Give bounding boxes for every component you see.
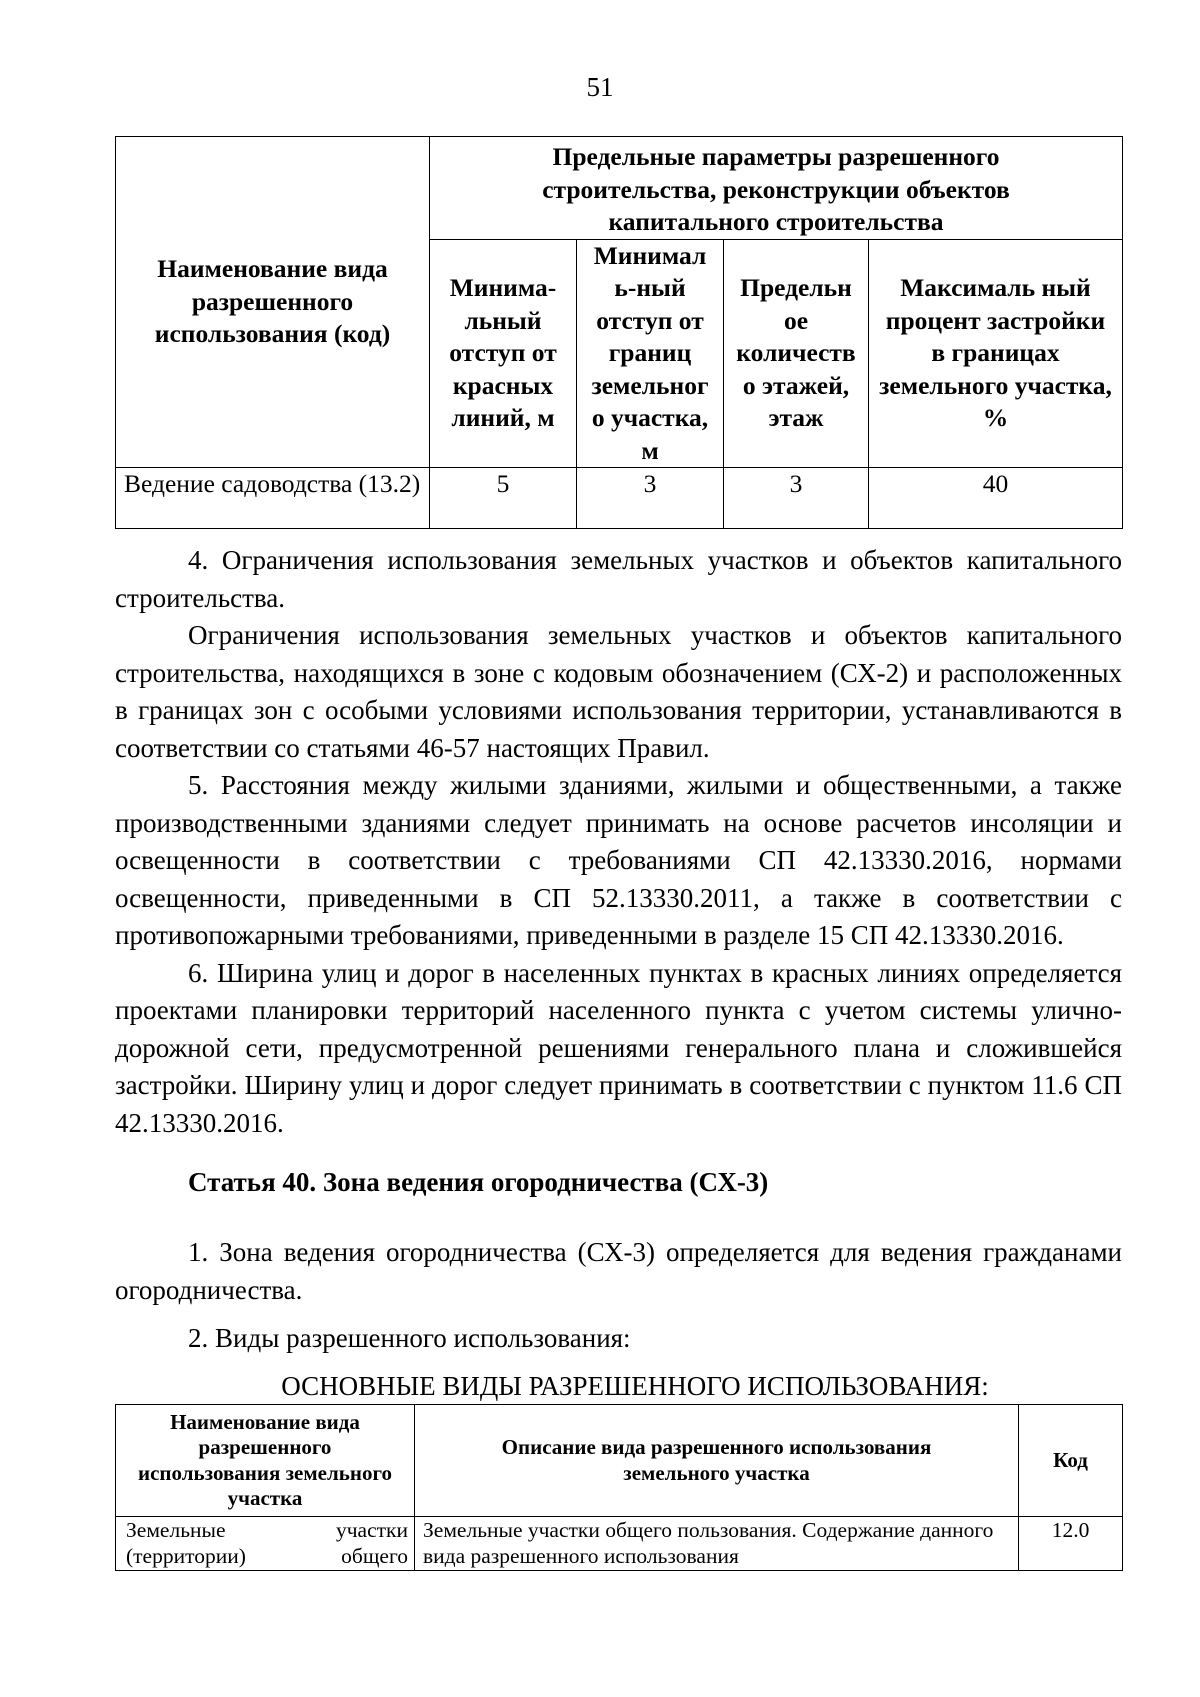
paragraph: 1. Зона ведения огородничества (СХ-3) определяется для ведения гражданами огородничества.	[115, 1237, 1122, 1305]
section-4-6-text	[115, 542, 1122, 1142]
min-setback-red-lines-value: 5	[430, 468, 577, 529]
max-floors-value: 3	[724, 468, 869, 529]
paragraph: 2. Виды разрешенного использования:	[188, 1323, 631, 1353]
paragraph: 6. Ширина улиц и дорог в населенных пунктах в красных линиях определяется проектами планировки территорий населенного пункта с учетом системы улично-дорожной сети, предусмотренной решениями генерального плана и сложившейся застройки. Ширину улиц и дорог следует принимать в соответствии с пунктом 11.6 СП 42.13330.2016.	[115, 957, 1122, 1138]
paragraph: 5. Расстояния между жилыми зданиями, жилыми и общественными, а также производственными зданиями следует принимать на основе расчетов инсоляции и освещенности в соответствии с требованиями СП 42.13330.2016, нормами освещенности, приведенными в СП 52.13330.2011, а также в соответствии с противопожарными требованиями, приведенными в разделе 15 СП 42.13330.2016.	[115, 770, 1122, 950]
header-max-coverage: Максималь ный процент застройки в границах земельного участка, %	[869, 239, 1123, 468]
paragraph: Ограничения использования земельных участков и объектов капитального строительства, находящихся в зоне с кодовым обозначением (СХ-2) и расположенных в границах зон с особыми условиями использования территории, устанавливаются в соответствии со статьями 46-57 настоящих Правил.	[115, 620, 1122, 763]
header-max-floors: Предельн ое количеств о этажей, этаж	[724, 239, 869, 468]
table-caption: ОСНОВНЫЕ ВИДЫ РАЗРЕШЕННОГО ИСПОЛЬЗОВАНИЯ:	[281, 1371, 989, 1401]
table-row	[116, 1517, 1123, 1571]
header-use-type: Наименование вида разрешенного использования (код)	[116, 137, 430, 468]
header-use-name: Наименование вида разрешенного использования земельного участка	[116, 1405, 415, 1517]
header-min-setback-borders: Минимал ь-ный отступ от границ земельног о участка, м	[577, 239, 724, 468]
use-code: 12.0	[1019, 1517, 1123, 1571]
table-row	[116, 468, 1123, 529]
header-code: Код	[1019, 1405, 1123, 1517]
permitted-uses-table	[115, 1404, 1123, 1571]
use-description: Земельные участки общего пользования. Содержание данного вида разрешенного использования	[415, 1517, 1019, 1571]
header-limit-parameters: Предельные параметры разрешенного строительства, реконструкции объектов капитального строительства	[430, 137, 1123, 240]
min-setback-borders-value: 3	[577, 468, 724, 529]
zone-parameters-table	[115, 136, 1123, 529]
max-coverage-value: 40	[869, 468, 1123, 529]
header-use-description: Описание вида разрешенного использования земельного участка	[415, 1405, 1019, 1517]
use-type-name: Ведение садоводства (13.2)	[116, 468, 430, 529]
page-number: 51	[586, 72, 614, 102]
header-min-setback-red-lines: Минима-льный отступ от красных линий, м	[430, 239, 577, 468]
paragraph: 4. Ограничения использования земельных участков и объектов капитального строительства.	[115, 545, 1122, 613]
use-name: Земельные участки (территории) общего	[116, 1517, 415, 1571]
article-heading: Статья 40. Зона ведения огородничества (СХ-3)	[188, 1167, 769, 1197]
